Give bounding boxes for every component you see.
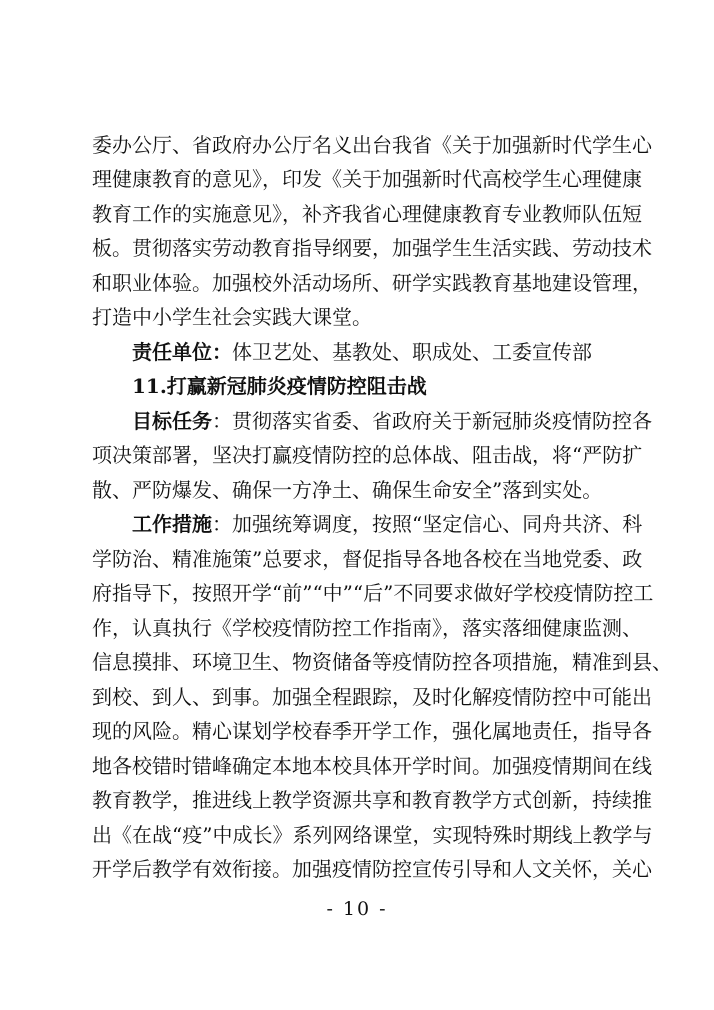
paragraph-line: 委办公厅、省政府办公厅名义出台我省《关于加强新时代学生心 xyxy=(92,133,652,157)
goal-first-line-text: ：贯彻落实省委、省政府关于新冠肺炎疫情防控各 xyxy=(212,408,652,433)
paragraph-line: 学防治、精准施策”总要求，督促指导各地各校在当地党委、政 xyxy=(92,546,643,571)
paragraph-line: 作，认真执行《学校疫情防控工作指南》，落实落细健康监测、 xyxy=(92,615,642,640)
measures-label: 工作措施 xyxy=(132,512,212,537)
paragraph-line: 现的风险。精心谋划学校春季开学工作，强化属地责任，指导各 xyxy=(92,719,652,744)
measures-first-line xyxy=(132,507,643,541)
section-heading: 11.打赢新冠肺炎疫情防控阻击战 xyxy=(132,374,427,399)
responsibility-text: 体卫艺处、基教处、职成处、工委宣传部 xyxy=(232,339,592,364)
paragraph-line: 地各校错时错峰确定本地本校具体开学时间。加强疫情期间在线 xyxy=(92,753,652,778)
responsibility-label: 责任单位： xyxy=(132,339,232,364)
responsibility-line xyxy=(132,335,632,369)
paragraph-line: 教育教学，推进线上教学资源共享和教育教学方式创新，持续推 xyxy=(92,788,652,813)
paragraph-line: 项决策部署，坚决打赢疫情防控的总体战、阻击战，将“严防扩 xyxy=(92,443,643,468)
paragraph-line: 打造中小学生社会实践大课堂。 xyxy=(92,305,372,330)
paragraph-line: 府指导下，按照开学“前”“中”“后”不同要求做好学校疫情防控工 xyxy=(92,581,654,606)
paragraph-line: 板。贯彻落实劳动教育指导纲要，加强学生生活实践、劳动技术 xyxy=(92,236,652,261)
paragraph-line: 理健康教育的意见》，印发《关于加强新时代高校学生心理健康 xyxy=(92,167,642,192)
goal-first-line xyxy=(132,404,652,438)
paragraph-line: 出《在战“疫”中成长》系列网络课堂，实现特殊时期线上教学与 xyxy=(92,822,653,847)
paragraph-line: 到校、到人、到事。加强全程跟踪，及时化解疫情防控中可能出 xyxy=(92,684,652,709)
paragraph-line: 信息摸排、环境卫生、物资储备等疫情防控各项措施，精准到县、 xyxy=(92,650,672,675)
goal-label: 目标任务 xyxy=(132,408,212,433)
paragraph-line: 教育工作的实施意见》，补齐我省心理健康教育专业教师队伍短 xyxy=(92,201,642,226)
paragraph-line: 和职业体验。加强校外活动场所、研学实践教育基地建设管理， xyxy=(92,270,652,295)
measures-first-line-text: ：加强统筹调度，按照“坚定信心、同舟共济、科 xyxy=(212,512,643,537)
paragraph-line: 散、严防爆发、确保一方净土、确保生命安全”落到实处。 xyxy=(92,477,603,502)
paragraph-line: 开学后教学有效衔接。加强疫情防控宣传引导和人文关怀，关心 xyxy=(92,857,652,881)
page-number: - 10 - xyxy=(326,898,388,920)
